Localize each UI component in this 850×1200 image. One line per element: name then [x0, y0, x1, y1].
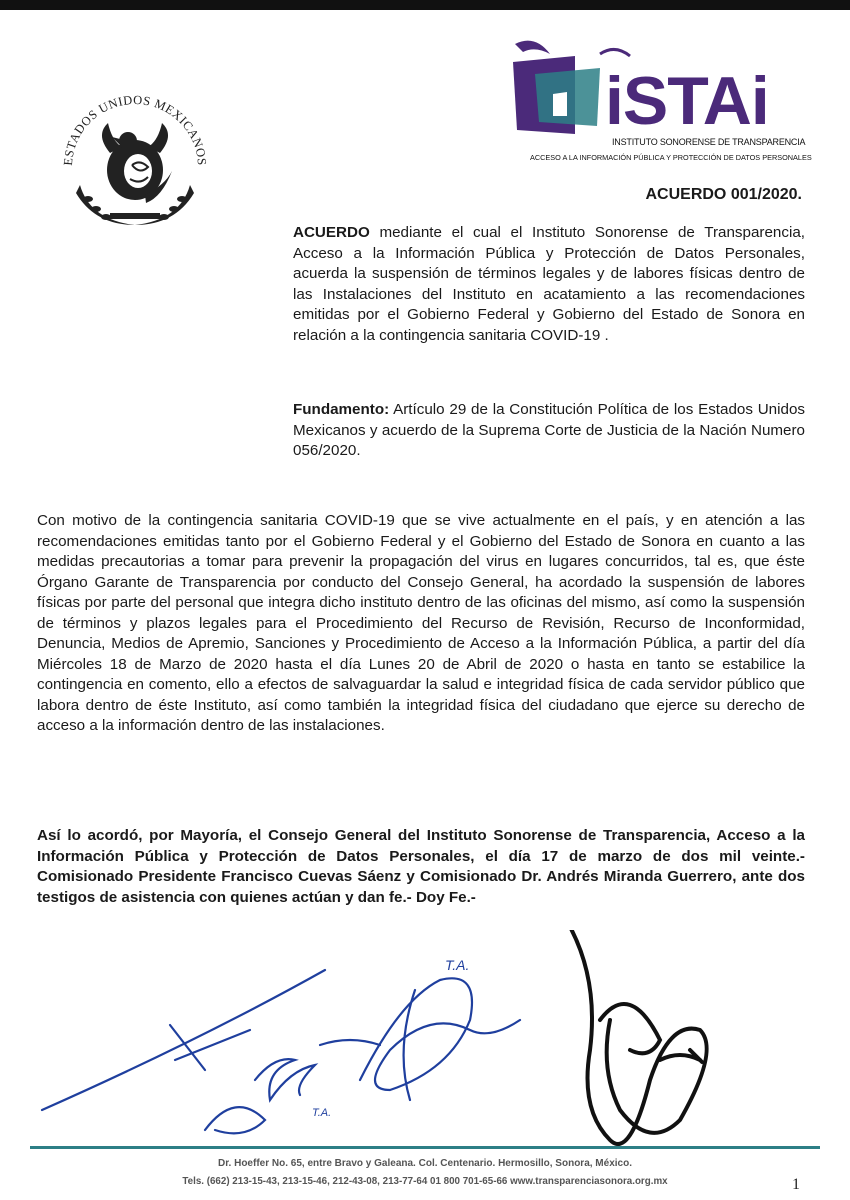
signatures-area [0, 930, 850, 1150]
national-seal-icon [50, 75, 220, 245]
signature-4 [560, 930, 707, 1144]
fundamento-text: Artículo 29 de la Constitución Política de los Estados Unidos Mexicanos y acuerdo de la Suprema Corte de Justicia de la Nación Numero 056/2020. [293, 401, 805, 459]
footer-divider [30, 1146, 820, 1149]
svg-text:T.A.: T.A. [312, 1107, 332, 1119]
svg-text:ESTADOS UNIDOS MEXICANOS: ESTADOS UNIDOS MEXICANOS [60, 92, 210, 167]
signature-2 [205, 1059, 315, 1133]
svg-text:iSTAi: iSTAi [605, 63, 769, 139]
fundamento-paragraph [293, 400, 805, 462]
logo-swoosh-icon [515, 41, 550, 54]
svg-text:T.A.: T.A. [445, 957, 470, 973]
agreement-number: ACUERDO 001/2020. [645, 186, 802, 203]
top-border [0, 0, 850, 10]
logo-subtitle: INSTITUTO SONORENSE DE TRANSPARENCIA [612, 137, 806, 147]
logo-tagline: ACCESO A LA INFORMACIÓN PÚBLICA Y PROTECCIÓN DE DATOS PERSONALES [530, 153, 812, 162]
body-paragraph: Con motivo de la contingencia sanitaria COVID-19 que se vive actualmente en el país, y en atención a las recomendaciones emitidas tanto por el Gobierno Federal y el Gobierno del Estado de Sonora en cuanto a las medidas precautorias a tomar para prevenir la propagación del virus en lugares concurridos, tal es, que éste Órgano Garante de Transparencia por conducto del Consejo General, ha acordado la suspensión de labores físicas por parte del personal que integra dicho instituto dentro de las oficinas del mismo, así como la suspensión de términos y plazos legales para el Procedimiento del Recurso de Revisión, Recurso de Inconformidad, Denuncia, Medios de Apremio, Sanciones y Procedimiento de Acceso a la Información Pública, a partir del día Miércoles 18 de Marzo de 2020 hasta el día Lunes 20 de Abril de 2020 o hasta en tanto se estabilice la contingencia en comento, ello a efectos de salvaguardar la salud e integridad física de cada servidor público que labora dentro de éste Instituto, así como también la integridad física del ciudadano que ejerce su derecho de acceso a la información dentro de las instalaciones. [37, 512, 805, 734]
fundamento-label: Fundamento: [293, 401, 390, 418]
intro-label: ACUERDO [293, 224, 370, 241]
footer-contact: Tels. (662) 213-15-43, 213-15-46, 212-43-08, 213-77-64 01 800 701-65-66 www.transparenciasonora.org.mx [182, 1176, 668, 1187]
intro-text: mediante el cual el Instituto Sonorense de Transparencia, Acceso a la Información Pública y Protección de Datos Personales, acuerda la suspensión de términos legales y de labores físicas dentro de las Instalaciones del Instituto en acatamiento a las recomendaciones emitidas por el Gobierno Federal y Gobierno del Estado de Sonora en relación a la contingencia sanitaria COVID-19 . [293, 224, 805, 344]
signature-3 [360, 978, 520, 1090]
footer-address: Dr. Hoeffer No. 65, entre Bravo y Galeana. Col. Centenario. Hermosillo, Sonora, México. [217, 1158, 632, 1169]
closing-paragraph: Así lo acordó, por Mayoría, el Consejo General del Instituto Sonorense de Transparencia, Acceso a la Información Pública y Protección de Datos Personales, el día 17 de marzo de dos mil veinte.- Comisionado Presidente Francisco Cuevas Sáenz y Comisionado Dr. Andrés Miranda Guerrero, ante dos testigos de asistencia con quienes actúan y dan fe.- Doy Fe.- [37, 827, 805, 906]
page-number: 1 [792, 1176, 800, 1193]
intro-paragraph [293, 223, 805, 346]
signature-1 [42, 970, 325, 1110]
